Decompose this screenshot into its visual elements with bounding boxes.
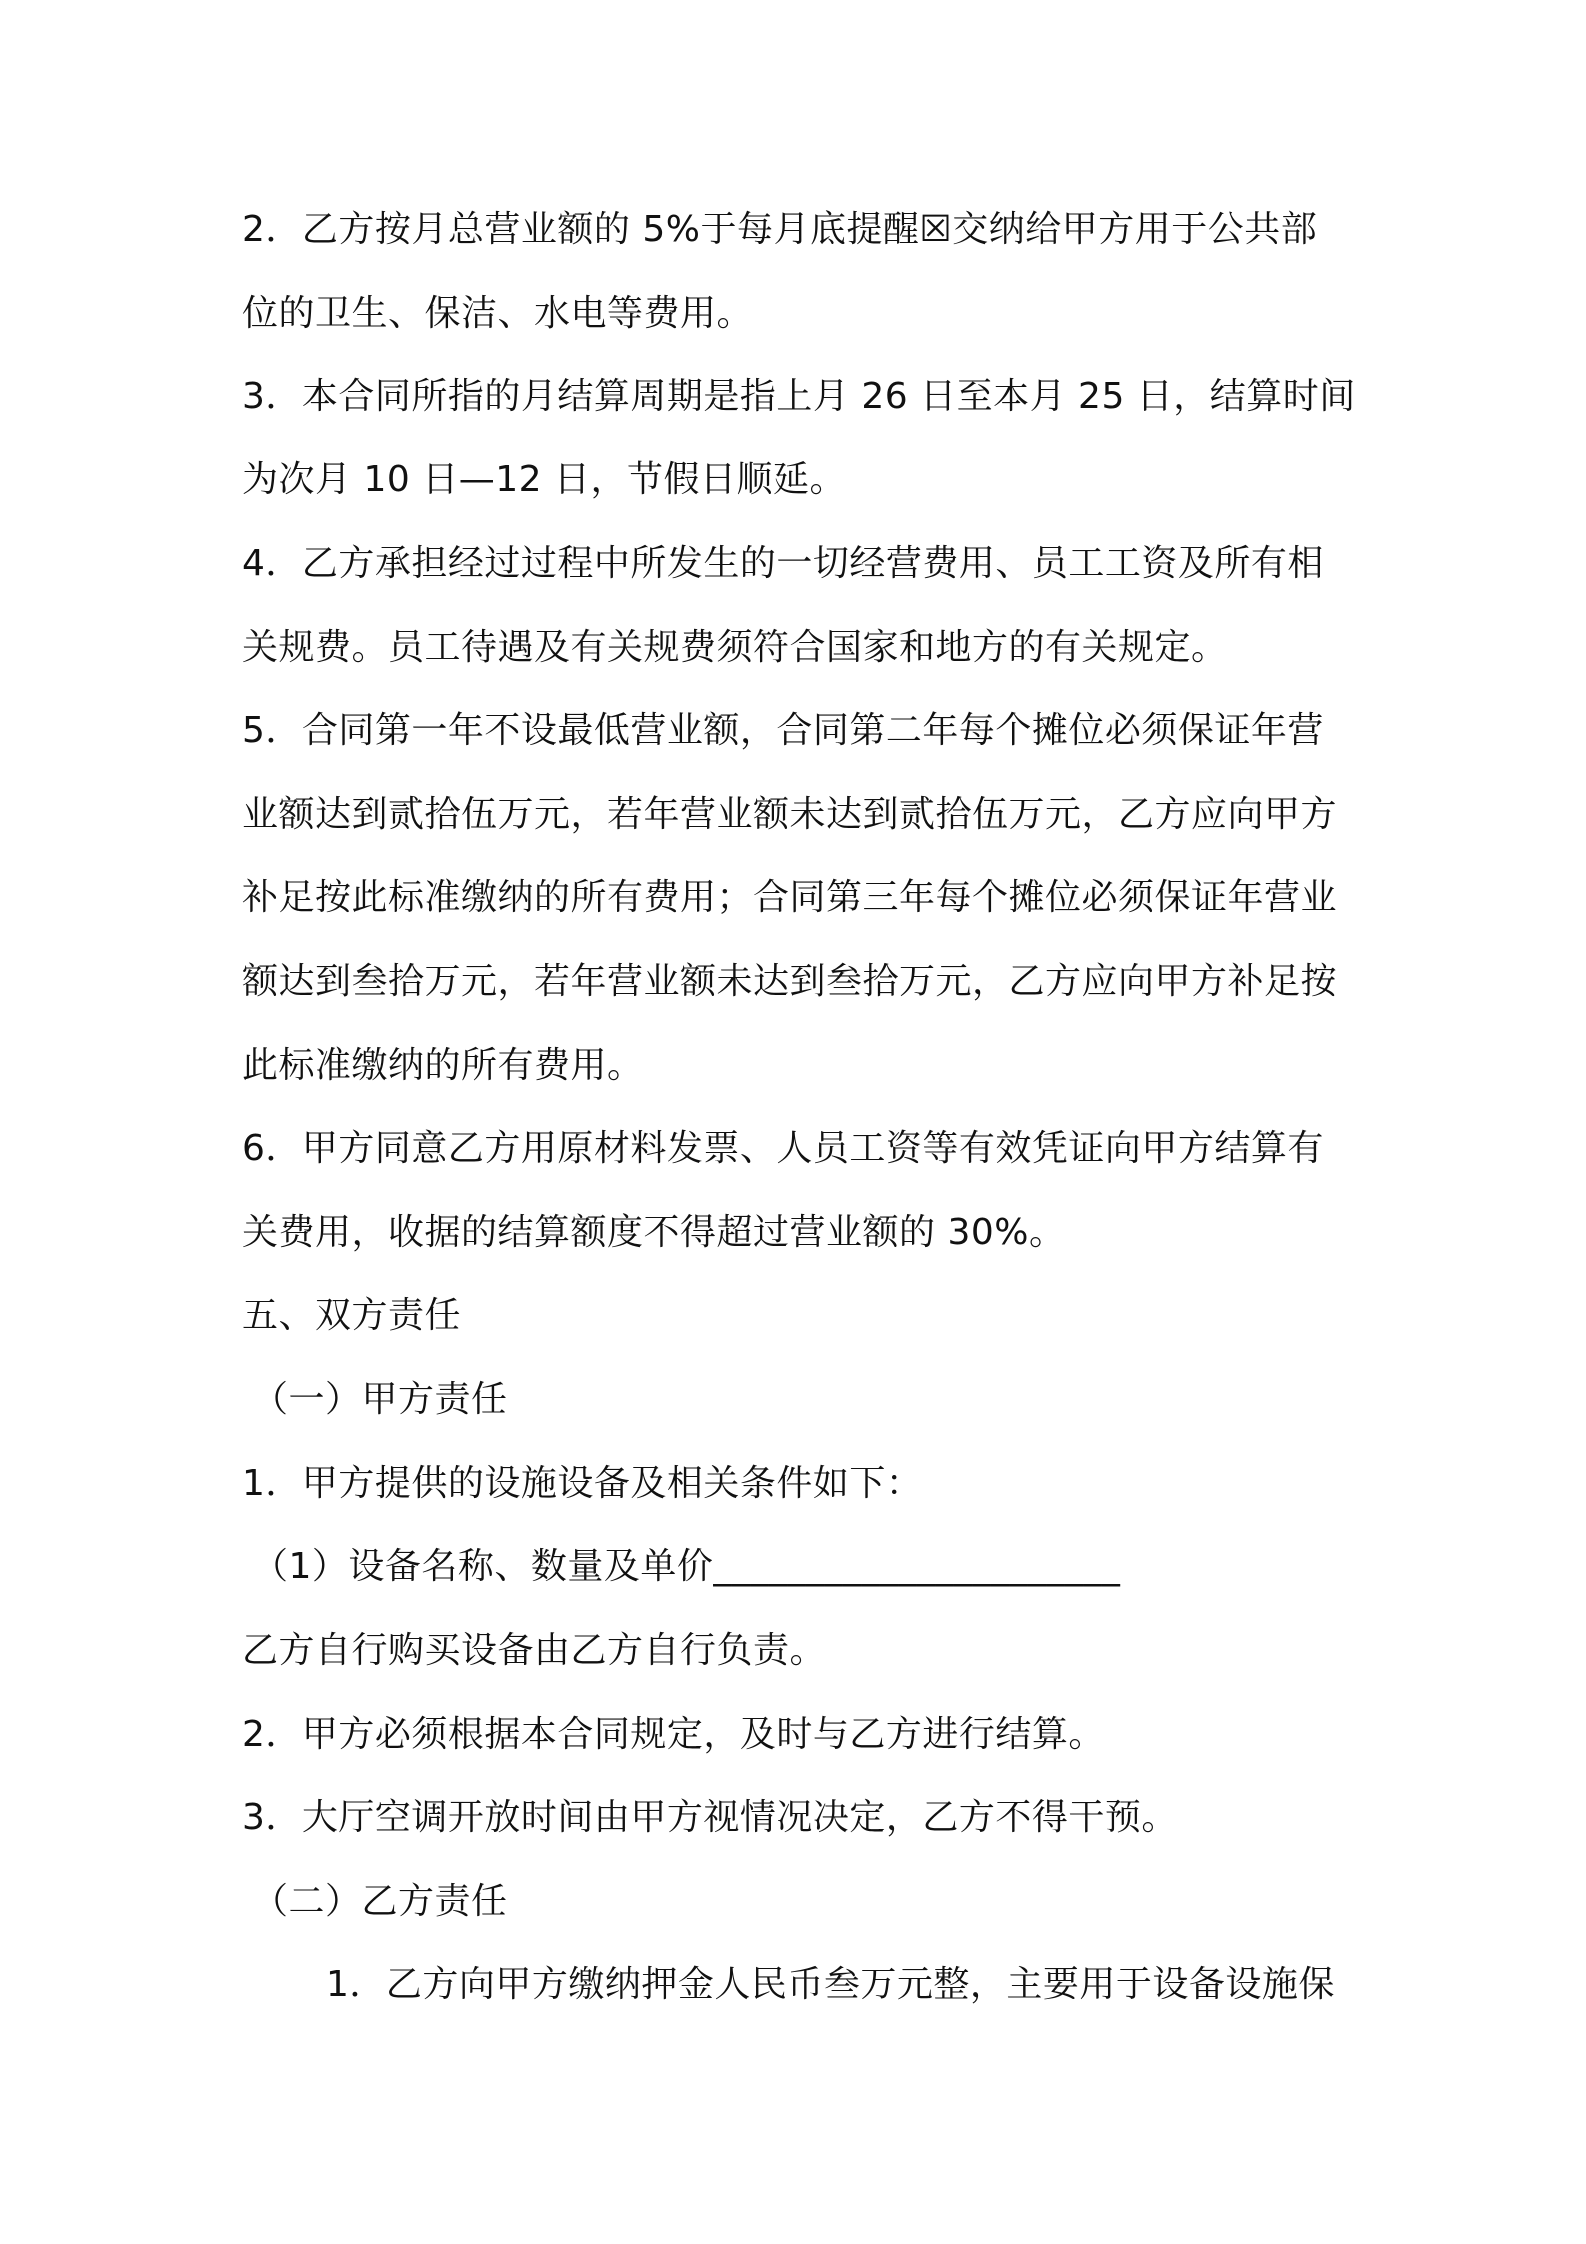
party-a-item-1: 1．甲方提供的设施设备及相关条件如下： bbox=[242, 1463, 923, 1504]
clause-4-line-1: 4．乙方承担经过过程中所发生的一切经营费用、员工工资及所有相 bbox=[242, 543, 1324, 584]
clause-3-line-2: 为次月 10 日—12 日，节假日顺延。 bbox=[242, 459, 846, 500]
subsection-heading-party-b: （二）乙方责任 bbox=[252, 1881, 508, 1922]
clause-5-line-2: 业额达到贰拾伍万元，若年营业额未达到贰拾伍万元，乙方应向甲方 bbox=[242, 794, 1338, 835]
clause-6-line-2: 关费用，收据的结算额度不得超过营业额的 30%。 bbox=[242, 1212, 1066, 1253]
clause-6-line-1: 6．甲方同意乙方用原材料发票、人员工资等有效凭证向甲方结算有 bbox=[242, 1128, 1324, 1169]
party-a-item-1-sub-1: （1）设备名称、数量及单价______________________ bbox=[252, 1546, 1121, 1587]
section-heading-responsibilities: 五、双方责任 bbox=[242, 1295, 462, 1336]
party-b-item-1: 1．乙方向甲方缴纳押金人民币叁万元整，主要用于设备设施保 bbox=[326, 1964, 1335, 2005]
clause-5-line-4: 额达到叁拾万元，若年营业额未达到叁拾万元，乙方应向甲方补足按 bbox=[242, 961, 1338, 1002]
clause-3-line-1: 3．本合同所指的月结算周期是指上月 26 日至本月 25 日，结算时间 bbox=[242, 376, 1356, 417]
subsection-heading-party-a: （一）甲方责任 bbox=[252, 1379, 508, 1420]
clause-5-line-5: 此标准缴纳的所有费用。 bbox=[242, 1045, 644, 1086]
party-a-item-3: 3．大厅空调开放时间由甲方视情况决定，乙方不得干预。 bbox=[242, 1797, 1178, 1838]
party-a-item-1-note: 乙方自行购买设备由乙方自行负责。 bbox=[242, 1630, 827, 1671]
clause-5-line-3: 补足按此标准缴纳的所有费用；合同第三年每个摊位必须保证年营业 bbox=[242, 877, 1338, 918]
party-a-item-2: 2．甲方必须根据本合同规定，及时与乙方进行结算。 bbox=[242, 1714, 1105, 1755]
clause-2-line-1: 2．乙方按月总营业额的 5%于每月底提醒☒交纳给甲方用于公共部 bbox=[242, 209, 1318, 250]
clause-2-line-2: 位的卫生、保洁、水电等费用。 bbox=[242, 293, 754, 334]
clause-4-line-2: 关规费。员工待遇及有关规费须符合国家和地方的有关规定。 bbox=[242, 627, 1228, 668]
clause-5-line-1: 5．合同第一年不设最低营业额，合同第二年每个摊位必须保证年营 bbox=[242, 710, 1324, 751]
